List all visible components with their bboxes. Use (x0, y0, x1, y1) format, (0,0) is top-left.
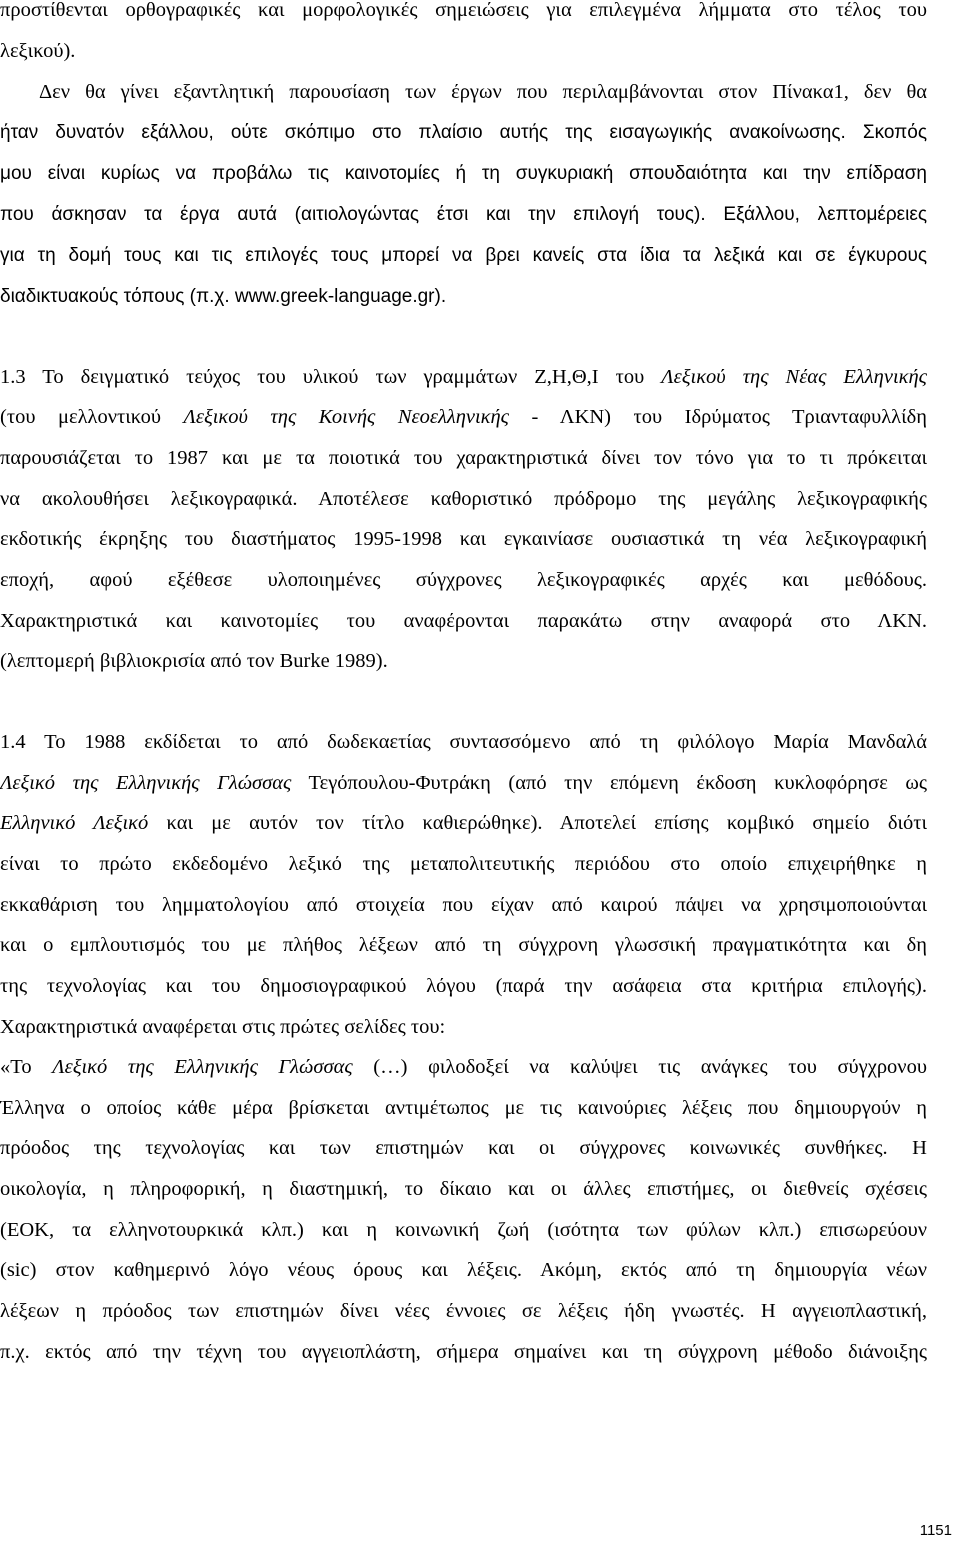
text-line (0, 1128, 927, 1169)
italic-title: Λεξικό της Ελληνικής Γλώσσας (0, 772, 292, 794)
text-segment: (…) φιλοδοξεί να καλύψει τις ανάγκες του σύγχρονου (352, 1056, 927, 1078)
text-line (0, 601, 927, 642)
text-segment: λεξικού). (0, 40, 76, 62)
text-segment: (ΕΟΚ, τα ελληνοτουρκικά κλπ.) και η κοινωνική ζωή (ισότητα των φύλων κλπ.) επισωρεύουν (0, 1219, 927, 1241)
text-segment: Τεγόπουλου-Φυτράκη (από την επόμενη έκδοση κυκλοφόρησε ως (291, 772, 927, 794)
text-line (0, 235, 927, 276)
text-segment: διαδικτυακούς τόπους (π.χ. www.greek-language.gr). (0, 286, 447, 307)
text-line (0, 194, 927, 235)
text-line (0, 31, 75, 72)
text-line (0, 560, 927, 601)
text-line (0, 641, 388, 682)
text-segment: Χαρακτηριστικά και καινοτομίες του αναφέρονται παρακάτω στην αναφορά στο ΛΚΝ. (0, 610, 927, 632)
text-segment: λέξεων η πρόοδος των επιστημών δίνει νέες έννοιες σε λέξεις ήδη γνωστές. Η αγγειοπλαστική, (0, 1300, 927, 1322)
text-segment: και ο εμπλουτισμός του με πλήθος λέξεων από τη σύγχρονη γλωσσική πραγματικότητα και δη (0, 934, 927, 956)
text-segment: εποχή, αφού εξέθεσε υλοποιημένες σύγχρονες λεξικογραφικές αρχές και μεθόδους. (0, 569, 927, 591)
text-segment: να ακολουθήσει λεξικογραφικά. Αποτέλεσε καθοριστικό πρόδρομο της μεγάλης λεξικογραφικής (0, 488, 927, 510)
text-line (0, 1250, 927, 1291)
text-line (0, 803, 927, 844)
text-line (0, 276, 446, 317)
text-line (0, 112, 927, 153)
text-segment: παρουσιάζεται το 1987 και με τα ποιοτικά του χαρακτηριστικά δίνει τον τόνο για το τι πρόκειται (0, 447, 927, 469)
text-line (0, 844, 927, 885)
text-segment: και με αυτόν τον τίτλο καθιερώθηκε). Αποτελεί επίσης κομβικό σημείο διότι (148, 812, 927, 834)
italic-title: Ελληνικό Λεξικό (0, 812, 149, 834)
text-segment: 1.3 Το δειγματικό τεύχος του υλικού των γραμμάτων Ζ,Η,Θ,Ι του (0, 366, 662, 388)
text-segment: Έλληνα ο οποίος κάθε μέρα βρίσκεται αντιμέτωπος με τις καινούριες λέξεις που δημιουργούν η (0, 1097, 927, 1119)
text-segment: είναι το πρώτο εκδεδομένο λεξικό της μεταπολιτευτικής περιόδου στο οποίο επιχειρήθηκε η (0, 853, 927, 875)
text-segment: εκδοτικής έκρηξης του διαστήματος 1995-1998 και εγκαινίασε ουσιαστικά τη νέα λεξικογραφική (0, 528, 927, 550)
text-line (0, 1291, 927, 1332)
text-line (0, 357, 927, 398)
text-line (0, 438, 927, 479)
italic-title: Λεξικό της Ελληνικής Γλώσσας (52, 1056, 353, 1078)
text-segment: (sic) στον καθημερινό λόγο νέους όρους και λέξεις. Ακόμη, εκτός από τη δημιουργία νέων (0, 1259, 927, 1281)
text-line (0, 1169, 927, 1210)
text-line (0, 1088, 927, 1129)
text-segment: (του μελλοντικού (0, 406, 184, 428)
text-segment: π.χ. εκτός από την τέχνη του αγγειοπλάστη, σήμερα σημαίνει και τη σύγχρονη μέθοδο διάνοιξης (0, 1341, 927, 1363)
text-line (0, 722, 927, 763)
text-line (0, 1210, 927, 1251)
text-line (0, 397, 927, 438)
text-segment: προστίθενται ορθογραφικές και μορφολογικές σημειώσεις για επιλεγμένα λήμματα στο τέλος του (0, 0, 927, 21)
text-line (39, 72, 927, 113)
text-line (0, 519, 927, 560)
text-segment: της τεχνολογίας και του δημοσιογραφικού λόγου (παρά την ασάφεια στα κριτήρια επιλογής). (0, 975, 927, 997)
text-line (0, 1332, 927, 1373)
text-line (0, 1047, 927, 1088)
text-line (0, 966, 927, 1007)
text-line (0, 0, 927, 31)
text-line (0, 479, 927, 520)
text-segment: πρόοδος της τεχνολογίας και των επιστημών και οι σύγχρονες κοινωνικές συνθήκες. Η (0, 1137, 927, 1159)
text-segment: εκκαθάριση του λημματολογίου από στοιχεία που είχαν από καιρού πάψει να χρησιμοποιούνται (0, 894, 927, 916)
text-segment: «Το (0, 1056, 53, 1078)
text-segment: μου είναι κυρίως να προβάλω τις καινοτομίες ή τη συγκυριακή σπουδαιότητα και την επίδραση (0, 163, 927, 184)
italic-title: Λεξικού της Κοινής Νεοελληνικής (183, 406, 510, 428)
text-line (0, 763, 927, 804)
italic-title: Λεξικού της Νέας Ελληνικής (661, 366, 927, 388)
text-segment: - ΛΚΝ) του Ιδρύματος Τριανταφυλλίδη (509, 406, 927, 428)
text-segment: ήταν δυνατόν εξάλλου, ούτε σκόπιμο στο πλαίσιο αυτής της εισαγωγικής ανακοίνωσης. Σκοπός (0, 122, 927, 143)
text-segment: Χαρακτηριστικά αναφέρεται στις πρώτες σελίδες του: (0, 1016, 446, 1038)
text-segment: οικολογία, η πληροφορική, η διαστημική, το δίκαιο και οι άλλες επιστήμες, οι διεθνείς σχέσεις (0, 1178, 927, 1200)
text-segment: Δεν θα γίνει εξαντλητική παρουσίαση των έργων που περιλαμβάνονται στον Πίνακα1, δεν θα (39, 81, 927, 103)
page-number: 1151 (919, 1522, 952, 1539)
text-segment: για τη δομή τους και τις επιλογές τους μπορεί να βρει κανείς στα ίδια τα λεξικά και σε έγκυρους (0, 245, 927, 266)
text-segment: που άσκησαν τα έργα αυτά (αιτιολογώντας έτσι και την επιλογή τους). Εξάλλου, λεπτομέρειες (0, 204, 927, 225)
text-line (0, 153, 927, 194)
text-line (0, 885, 927, 926)
text-line (0, 925, 927, 966)
text-segment: (λεπτομερή βιβλιοκρισία από τον Burke 1989). (0, 650, 388, 672)
text-segment: 1.4 Το 1988 εκδίδεται το από δωδεκαετίας συντασσόμενο από τη φιλόλογο Μαρία Μανδαλά (0, 731, 927, 753)
text-line (0, 1007, 445, 1048)
